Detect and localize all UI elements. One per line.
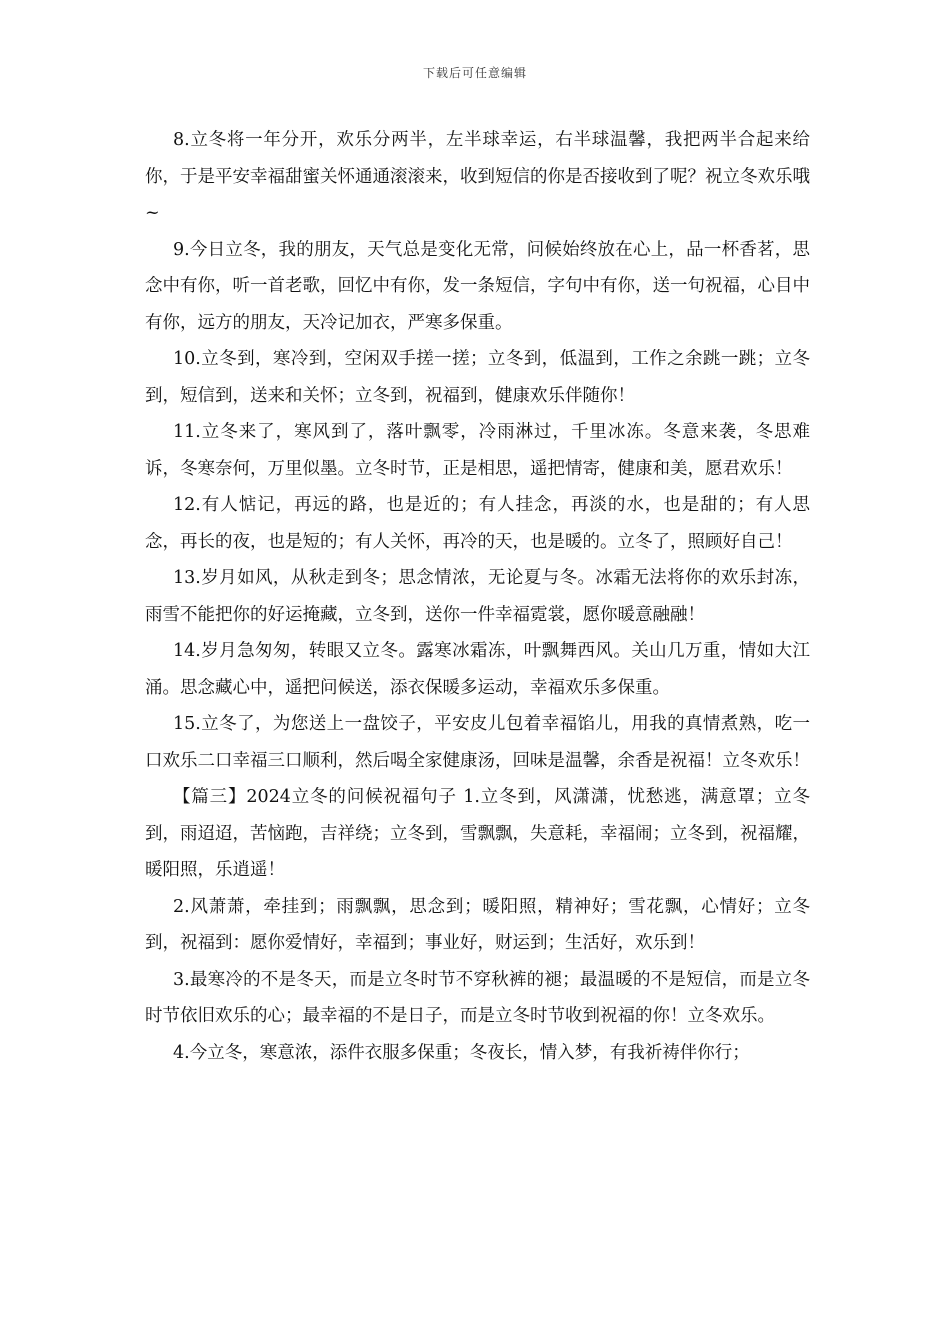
paragraph-10: 10.立冬到，寒冷到，空闲双手搓一搓；立冬到，低温到，工作之余跳一跳；立冬到，短信到，送来和关怀；立冬到，祝福到，健康欢乐伴随你！ bbox=[145, 349, 810, 406]
section-three-paragraph-2: 2.风萧萧，牵挂到；雨飘飘，思念到；暖阳照，精神好；雪花飘，心情好；立冬到，祝福到：愿你爱情好，幸福到；事业好，财运到；生活好，欢乐到！ bbox=[145, 896, 810, 953]
paragraph-8: 8.立冬将一年分开，欢乐分两半，左半球幸运，右半球温馨，我把两半合起来给你，于是平安幸福甜蜜关怀通通滚滚来，收到短信的你是否接收到了呢？祝立冬欢乐哦~ bbox=[145, 130, 810, 223]
paragraph-15: 15.立冬了，为您送上一盘饺子，平安皮儿包着幸福馅儿，用我的真情煮熟，吃一口欢乐二口幸福三口顺利，然后喝全家健康汤，回味是温馨，余香是祝福！立冬欢乐！ bbox=[145, 714, 810, 771]
paragraph-9: 9.今日立冬，我的朋友，天气总是变化无常，问候始终放在心上，品一杯香茗，思念中有你，听一首老歌，回忆中有你，发一条短信，字句中有你，送一句祝福，心目中有你，远方的朋友，天冷记加衣，严寒多保重。 bbox=[145, 239, 810, 333]
paragraph-14: 14.岁月急匆匆，转眼又立冬。露寒冰霜冻，叶飘舞西风。关山几万重，情如大江涌。思念藏心中，遥把问候送，添衣保暖多运动，幸福欢乐多保重。 bbox=[145, 641, 810, 698]
paragraph-12: 12.有人惦记，再远的路，也是近的；有人挂念，再淡的水，也是甜的；有人思念，再长的夜，也是短的；有人关怀，再冷的天，也是暖的。立冬了，照顾好自己！ bbox=[145, 495, 810, 552]
section-three-paragraph-3: 3.最寒冷的不是冬天，而是立冬时节不穿秋裤的褪；最温暖的不是短信，而是立冬时节依旧欢乐的心；最幸福的不是日子，而是立冬时节收到祝福的你！立冬欢乐。 bbox=[145, 969, 810, 1026]
page-header: 下载后可任意编辑 bbox=[422, 66, 527, 80]
section-three-paragraph-4: 4.今立冬，寒意浓，添件衣服多保重；冬夜长，情入梦，有我祈祷伴你行； bbox=[173, 1042, 750, 1063]
paragraph-11: 11.立冬来了，寒风到了，落叶飘零，冷雨淋过，千里冰冻。冬意来袭，冬思难诉，冬寒奈何，万里似墨。立冬时节，正是相思，遥把情寄，健康和美，愿君欢乐！ bbox=[145, 422, 810, 479]
section-three-heading-paragraph: 【篇三】2024立冬的问候祝福句子 1.立冬到，风潇潇，忧愁逃，满意罩；立冬到，雨迢迢，苦恼跑，吉祥绕；立冬到，雪飘飘，失意耗，幸福闹；立冬到，祝福耀，暖阳照，乐逍遥！ bbox=[145, 787, 810, 880]
document-body bbox=[145, 122, 810, 1071]
paragraph-13: 13.岁月如风，从秋走到冬；思念情浓，无论夏与冬。冰霜无法将你的欢乐封冻，雨雪不能把你的好运掩藏，立冬到，送你一件幸福霓裳，愿你暖意融融！ bbox=[145, 568, 810, 625]
